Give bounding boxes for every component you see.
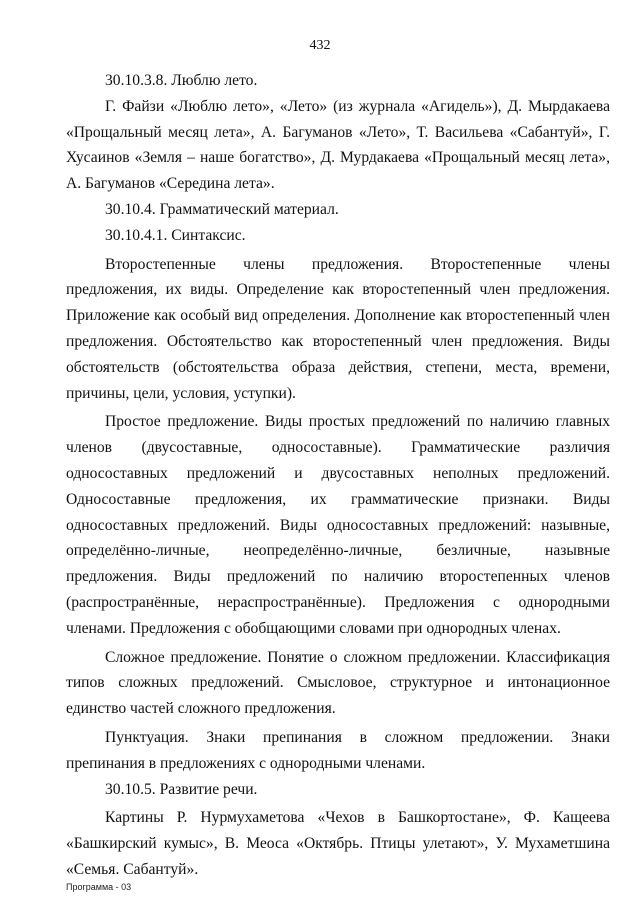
- page-footer: Программа - 03: [66, 882, 132, 892]
- paragraph-complex-sentence: Сложное предложение. Понятие о сложном предложении. Классификация типов сложных предложений. Смысловое, структурное и интонационное единство частей сложного предложения.: [66, 648, 610, 718]
- section-heading-30-10-4-1: 30.10.4.1. Синтаксис.: [105, 226, 246, 244]
- section-heading-30-10-5: 30.10.5. Развитие речи.: [105, 780, 258, 798]
- section-heading-30-10-4: 30.10.4. Грамматический материал.: [105, 200, 339, 218]
- reading-list-summer: Г. Файзи «Люблю лето», «Лето» (из журнала «Агидель»), Д. Мырдакаева «Прощальный месяц лета», А. Багуманов «Лето», Т. Васильева «Сабантуй», Г. Хусаинов «Земля – наше богатство», Д. Мурдакаева «Прощальный месяц лета», А. Багуманов «Середина лета».: [66, 97, 610, 193]
- page-body: [66, 68, 610, 883]
- paragraph-simple-sentence: Простое предложение. Виды простых предложений по наличию главных членов (двусоставные, односоставные). Грамматические различия односоставных предложений и двусоставных неполных предложений. Односоставные предложения, их грамматические признаки. Виды односоставных предложений. Виды односоставных предложений: назывные, определённо-личные, неопределённо-личные, безличные, назывные предложения. Виды предложений по наличию второстепенных членов (распространённые, нераспространённые). Предложения с однородными членами. Предложения с обобщающими словами при однородных членах.: [66, 413, 610, 637]
- page-number: 432: [309, 38, 331, 53]
- paragraph-punctuation: Пунктуация. Знаки препинания в сложном предложении. Знаки препинания в предложениях с однородными членами.: [66, 728, 610, 772]
- section-heading-30-10-3-8: 30.10.3.8. Люблю лето.: [105, 72, 258, 89]
- paragraph-paintings: Картины Р. Нурмухаметова «Чехов в Башкортостане», Ф. Кащеева «Башкирский кумыс», В. Меоса «Октябрь. Птицы улетают», У. Мухаметшина «Семья. Сабантуй».: [66, 809, 610, 878]
- paragraph-secondary-members: Второстепенные члены предложения. Второстепенные члены предложения, их виды. Определение как второстепенный член предложения. Приложение как особый вид определения. Дополнение как второстепенный член предложения. Обстоятельство как второстепенный член предложения. Виды обстоятельств (обстоятельства образа действия, степени, места, времени, причины, цели, условия, уступки).: [66, 255, 610, 402]
